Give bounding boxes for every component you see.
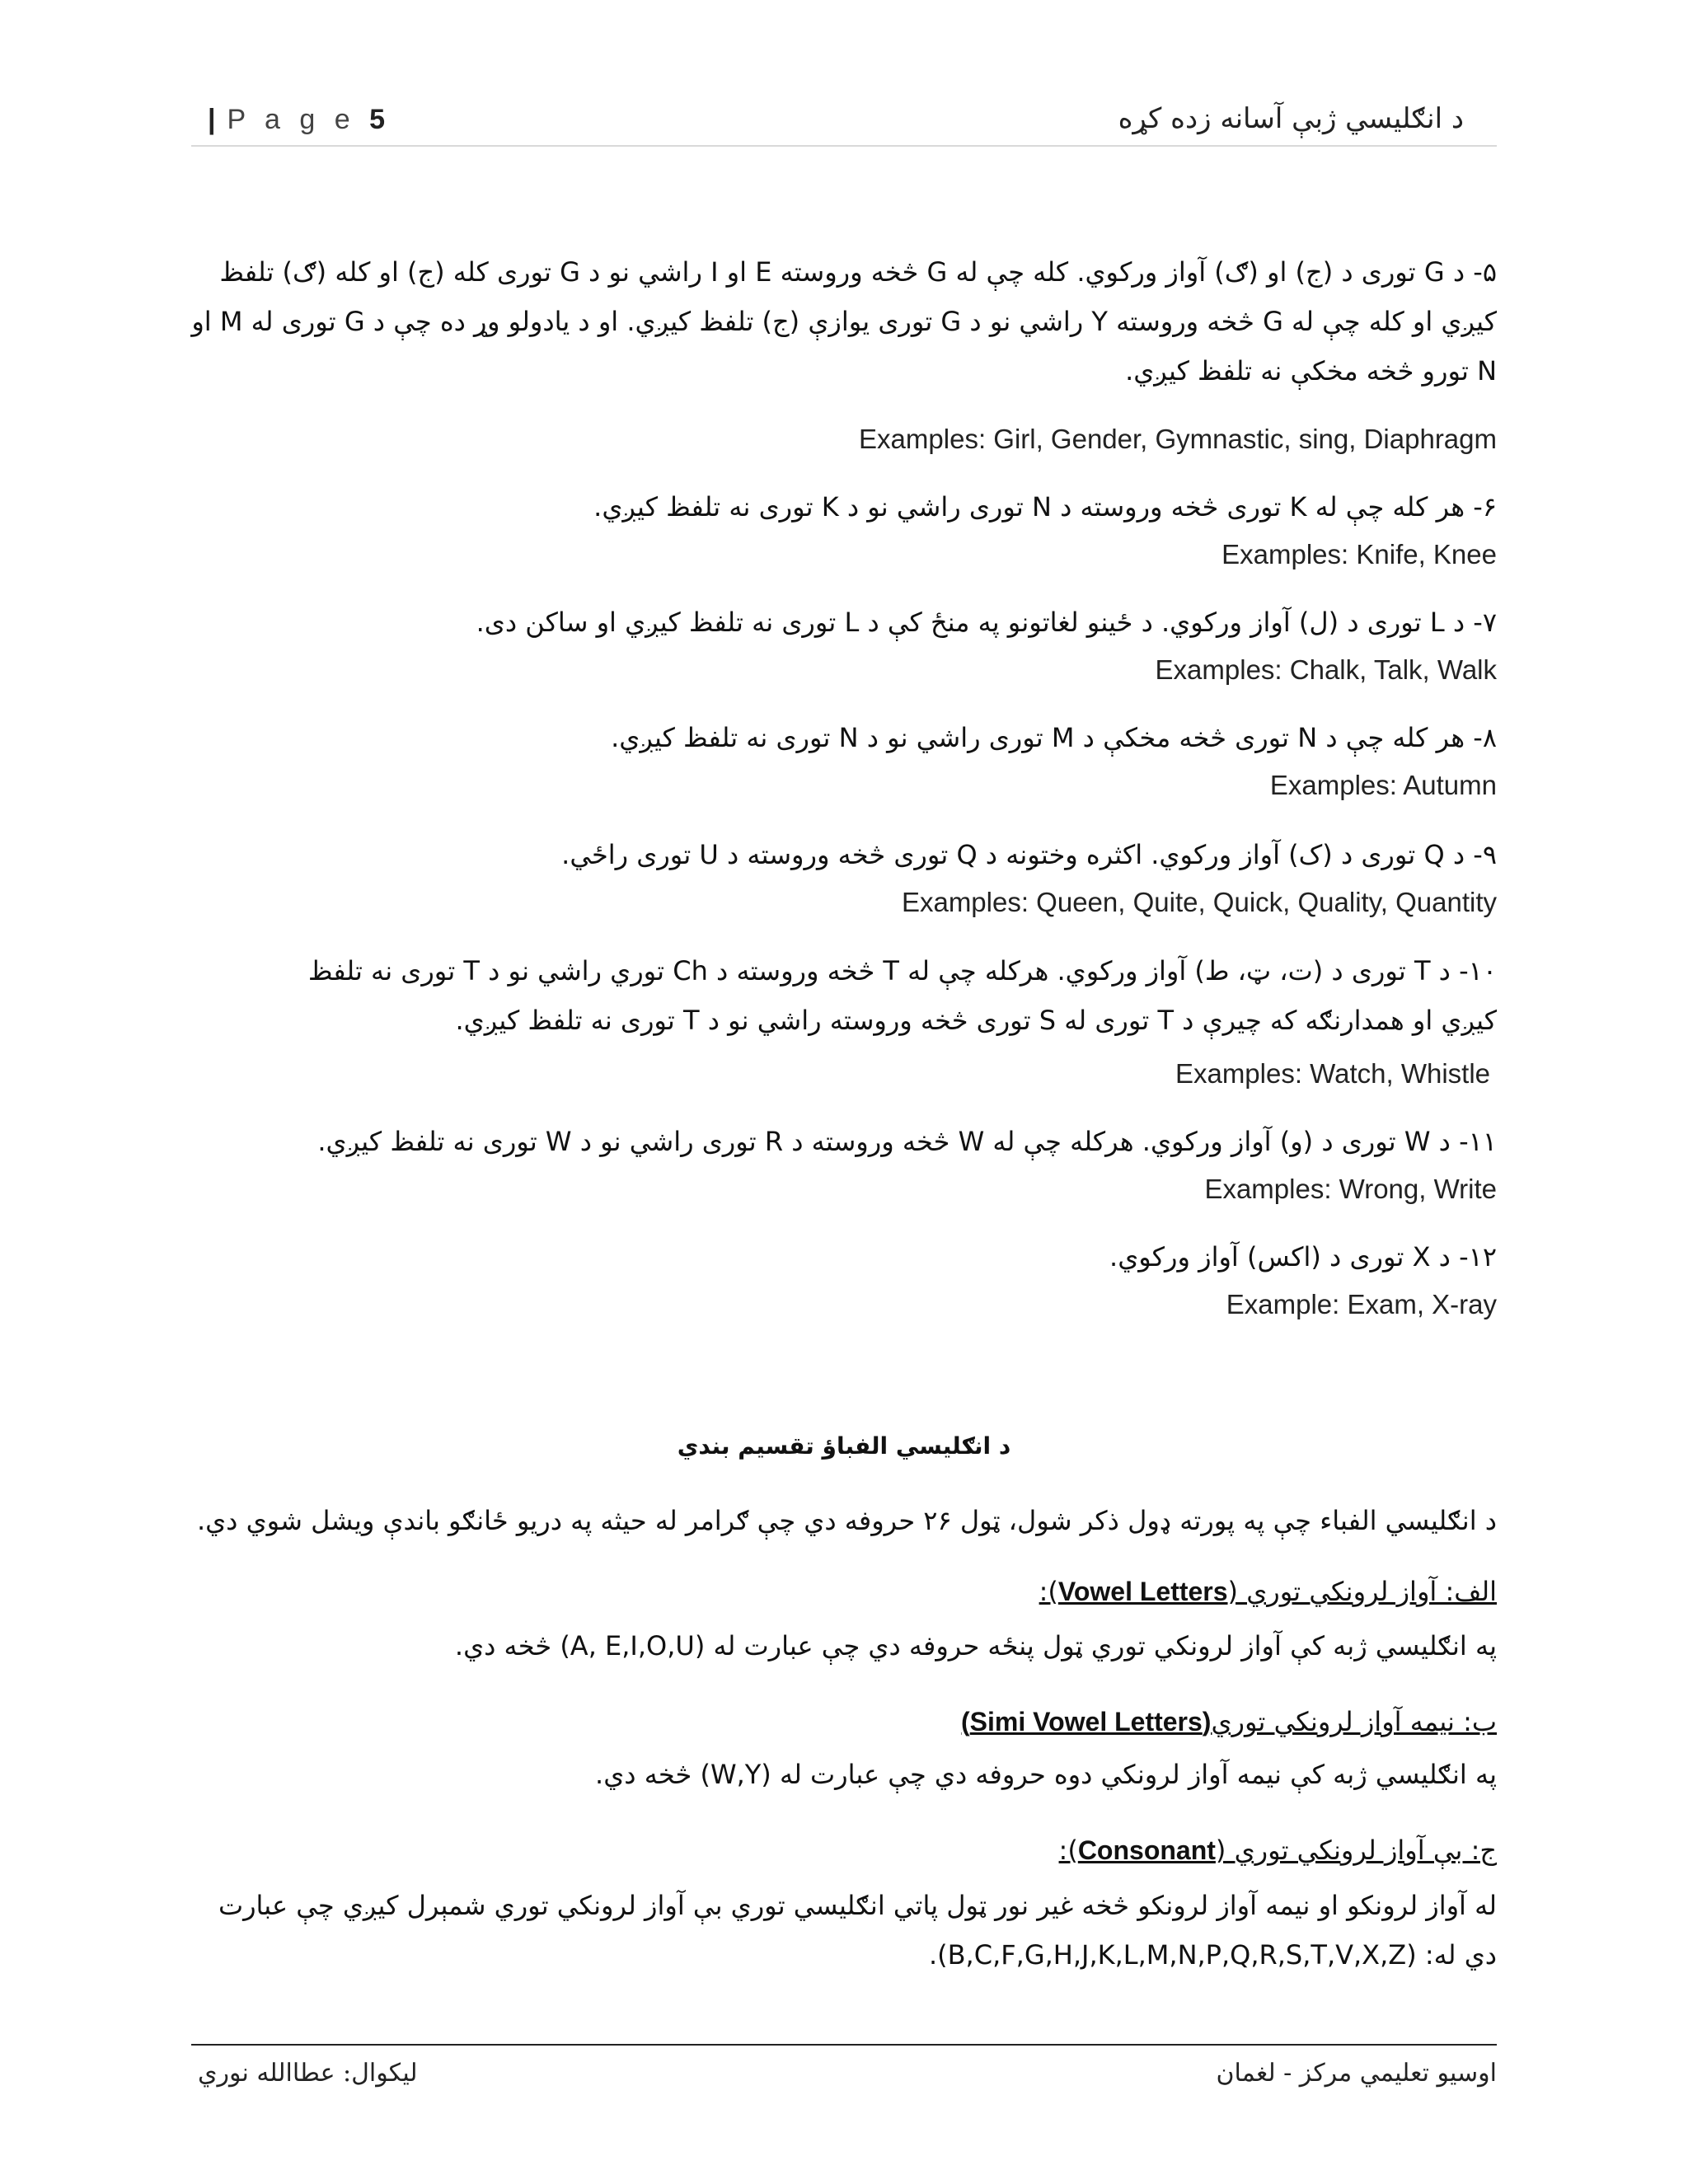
rule-10-examples: Examples: Watch, Whistle	[1175, 1058, 1490, 1089]
rule-7-text: ۷- د L توری د (ل) آواز ورکوي. د ځينو لغاتونو په منځ کې د L توری نه تلفظ کيږي او ساکن دی.	[476, 607, 1497, 638]
page-number: | P a g e 5	[208, 104, 386, 135]
vowel-letters-body: په انګليسي ژبه کې آواز لرونکي توري ټول پنځه حروفه دي چې عبارت له (A, E,I,O,U) څخه دي.	[454, 1630, 1497, 1661]
footer-author: ليکوال: عطاالله نوري	[198, 2059, 418, 2088]
footer-divider	[191, 2044, 1497, 2046]
rule-12-examples: Example: Exam, X-ray	[1226, 1289, 1497, 1319]
page-label: P a g e	[227, 104, 356, 135]
consonant-letters-body: له آواز لرونکو او نيمه آواز لرونکو څخه غير نور ټول پاتي انګليسي توري بې آواز لرونکي توري شمېرل کيږي چې عبارت دي له: (B,C,F,G,H,J,K,L,M,N,P,Q,R,S,T,V,X,Z).	[218, 1890, 1497, 1971]
header-divider	[191, 145, 1497, 147]
section-heading: د انګليسي الفباؤ تقسيم بندي	[677, 1432, 1011, 1460]
rule-6-text: ۶- هر کله چې له K توری څخه وروسته د N توری راشي نو د K توری نه تلفظ کيږي.	[593, 491, 1497, 523]
rule-9-examples: Examples: Queen, Quite, Quick, Quality, Quantity	[901, 887, 1497, 917]
page-number-value: 5	[369, 104, 386, 135]
page-header	[191, 99, 1497, 148]
semi-vowel-letters-body: په انګليسي ژبه کې نيمه آواز لرونکي دوه حروفه دي چې عبارت له (W,Y) څخه دي.	[595, 1759, 1497, 1790]
rule-12-text: ۱۲- د X توری د (اکس) آواز ورکوي.	[1109, 1241, 1497, 1272]
rule-7-examples: Examples: Chalk, Talk, Walk	[1155, 654, 1497, 685]
rule-6-examples: Examples: Knife, Knee	[1221, 539, 1497, 569]
rule-11-examples: Examples: Wrong, Write	[1204, 1174, 1497, 1204]
rule-10-text: ۱۰- د T توری د (ت، ټ، ط) آواز ورکوي. هرکله چې له T څخه وروسته د Ch توري راشي نو د T توری نه تلفظ کيږي او همدارنګه که چيرې د T توری له S توری څخه وروسته راشي نو د T توری نه تلفظ کيږي.	[307, 955, 1497, 1036]
footer-institution: اوسيو تعليمي مرکز - لغمان	[1216, 2059, 1497, 2088]
rule-8-text: ۸- هر کله چې د N توری څخه مخکې د M توری راشي نو د N توری نه تلفظ کيږي.	[611, 722, 1497, 753]
section-intro: د انګليسي الفباء چې په پورته ډول ذکر شول، ټول ۲۶ حروفه دي چې ګرامر له حيثه په دريو ځانګو باندې ويشل شوي دي.	[196, 1505, 1497, 1536]
vowel-letters-title: الف: آواز لرونکي توري (Vowel Letters):	[1039, 1576, 1497, 1607]
rule-5-text: ۵- د G توری د (ج) او (ګ) آواز ورکوي. کله چې له G څخه وروسته E او I راشي نو د G توری کله (ج) او کله (ګ) تلفظ کيږي او کله چې له G څخه وروسته Y راشي نو د G توری يوازې (ج) تلفظ کيږي. او د يادولو وړ ده چې د G توری له M او N تورو څخه مخکې نه تلفظ کيږي.	[191, 256, 1497, 387]
rule-11-text: ۱۱- د W توری د (و) آواز ورکوي. هرکله چې له W څخه وروسته د R توری راشي نو د W توری نه تلفظ کيږي.	[317, 1126, 1497, 1157]
rule-5-examples: Examples: Girl, Gender, Gymnastic, sing, Diaphragm	[859, 424, 1497, 454]
consonant-letters-title: ج: بې آواز لرونکي توري (Consonant):	[1058, 1835, 1497, 1866]
semi-vowel-letters-title: ب: نيمه آواز لرونکي توري(Simi Vowel Letters)	[960, 1706, 1497, 1737]
rule-8-examples: Examples: Autumn	[1269, 770, 1497, 800]
document-title: د انګليسي ژبې آسانه زده کړه	[1118, 102, 1464, 135]
rule-9-text: ۹- د Q توری د (ک) آواز ورکوي. اکثره وختونه د Q توری څخه وروسته د U توری راځي.	[561, 839, 1497, 870]
